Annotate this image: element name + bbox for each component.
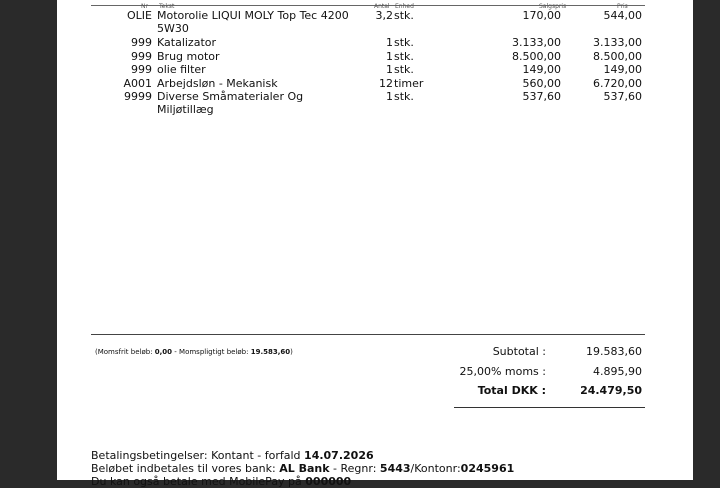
item-unit: stk. — [394, 90, 414, 103]
due-date: 14.07.2026 — [304, 449, 374, 462]
item-qty: 3,2 — [375, 9, 393, 22]
subtotal-value: 19.583,60 — [586, 345, 642, 358]
item-unit: timer — [394, 76, 424, 90]
kontonr-label: /Kontonr: — [410, 462, 461, 475]
bank-name: AL Bank — [279, 462, 330, 475]
item-total: 8.500,00 — [593, 49, 642, 63]
item-text: olie filter — [157, 63, 206, 76]
item-unit: stk. — [394, 63, 414, 76]
subtotal-label: Subtotal : — [492, 345, 546, 358]
header-total: Pris — [617, 3, 628, 10]
reg-number: 5443 — [379, 462, 411, 475]
item-qty: 1 — [386, 90, 393, 103]
vat-exempt-amount: 0,00 — [154, 348, 173, 356]
header-text: Tekst — [159, 3, 175, 10]
item-text: Brug motor — [157, 49, 220, 63]
totals-divider — [91, 334, 645, 335]
mobilepay-number: 000000 — [305, 475, 352, 488]
item-number: 999 — [131, 63, 152, 76]
vat-note-mid: - Momspligtigt beløb: — [172, 348, 251, 356]
item-text: Katalizator — [157, 36, 217, 49]
item-number: A001 — [123, 76, 152, 90]
item-text: Diverse Småmaterialer Og Miljøtillæg — [157, 90, 304, 116]
header-price: Salgspris — [539, 3, 567, 10]
header-unit: Enhed — [395, 3, 414, 10]
vat-note-prefix: (Momsfrit beløb: — [95, 348, 155, 356]
vat-taxable-amount: 19.583,60 — [250, 348, 291, 356]
item-price: 537,60 — [522, 90, 561, 103]
header-nr: Nr — [141, 3, 148, 10]
table-header-line — [91, 3, 645, 10]
mobilepay-line — [91, 475, 351, 488]
item-text: Motorolie LIQUI MOLY Top Tec 4200 5W30 — [157, 9, 349, 35]
item-number: 999 — [131, 49, 152, 63]
item-qty: 12 — [379, 76, 393, 90]
mobilepay-label: Du kan også betale med MobilePay på — [91, 475, 306, 488]
item-text: Arbejdsløn - Mekanisk — [157, 76, 278, 90]
item-total: 149,00 — [603, 63, 642, 76]
bank-details — [91, 462, 514, 475]
item-unit: stk. — [394, 49, 414, 63]
item-price: 170,00 — [522, 9, 561, 22]
item-price: 560,00 — [522, 76, 561, 90]
item-total: 6.720,00 — [593, 76, 642, 90]
vat-label: 25,00% moms : — [459, 365, 546, 378]
invoice-page — [57, 0, 693, 488]
vat-value: 4.895,90 — [593, 365, 642, 378]
item-number: 9999 — [124, 90, 152, 103]
vat-note-suffix: ) — [290, 348, 293, 356]
item-unit: stk. — [394, 9, 414, 22]
payment-terms — [91, 449, 374, 462]
item-number: OLIE — [127, 9, 152, 22]
payment-terms-label: Betalingsbetingelser: Kontant - forfald — [91, 449, 305, 462]
item-total: 3.133,00 — [593, 36, 642, 49]
item-unit: stk. — [394, 36, 414, 49]
item-price: 149,00 — [522, 63, 561, 76]
item-price: 8.500,00 — [512, 49, 561, 63]
total-label: Total DKK : — [477, 384, 546, 397]
total-underline — [454, 407, 645, 408]
item-qty: 1 — [386, 49, 393, 63]
item-total: 544,00 — [603, 9, 642, 22]
item-qty: 1 — [386, 63, 393, 76]
account-number: 0245961 — [460, 462, 515, 475]
bank-label: Beløbet indbetales til vores bank: — [91, 462, 280, 475]
header-qty: Antal — [374, 3, 390, 10]
vat-note — [95, 348, 293, 356]
regnr-label: - Regnr: — [329, 462, 380, 475]
item-qty: 1 — [386, 36, 393, 49]
total-value: 24.479,50 — [580, 384, 642, 397]
item-number: 999 — [131, 36, 152, 49]
item-total: 537,60 — [603, 90, 642, 103]
item-price: 3.133,00 — [512, 36, 561, 49]
